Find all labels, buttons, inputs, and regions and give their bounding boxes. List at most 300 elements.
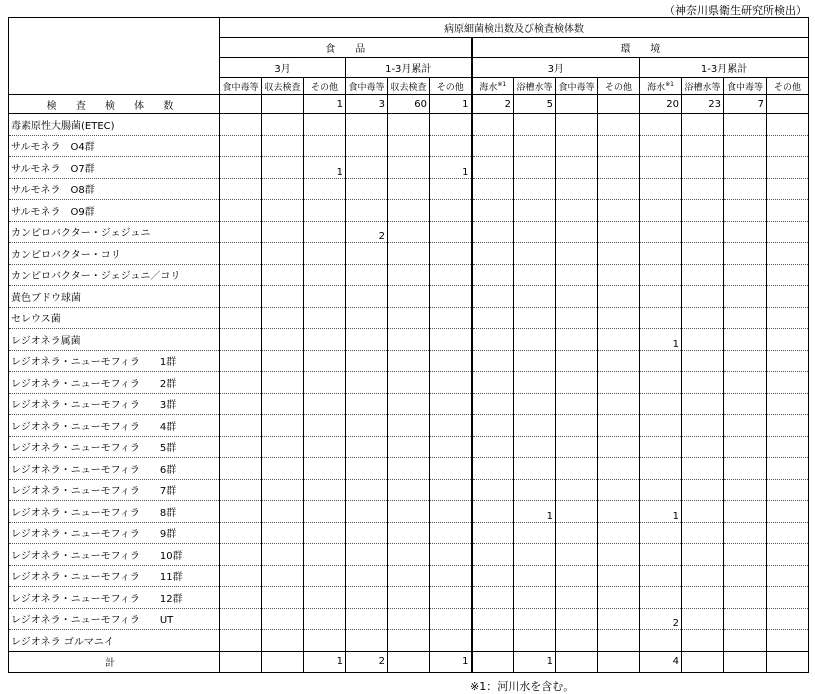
value-cell xyxy=(682,178,724,200)
value-cell xyxy=(430,221,472,243)
value-cell xyxy=(724,286,767,308)
value-cell xyxy=(724,307,767,329)
value-cell xyxy=(304,329,346,351)
value-cell xyxy=(472,135,514,157)
value-cell xyxy=(430,243,472,265)
row-label: 毒素原性大腸菌(ETEC) xyxy=(9,114,220,136)
value-cell xyxy=(388,329,430,351)
value-cell xyxy=(724,651,767,672)
value-cell: 7 xyxy=(724,95,767,114)
value-cell xyxy=(514,458,556,480)
value-cell xyxy=(388,221,430,243)
value-cell xyxy=(388,565,430,587)
value-cell xyxy=(262,458,304,480)
row-label: レジオネラ・ニューモフィラ 8群 xyxy=(9,501,220,523)
source-note: （神奈川県衛生研究所検出） xyxy=(664,4,807,17)
value-cell xyxy=(472,221,514,243)
column-header-label: 食中毒等 xyxy=(348,82,385,93)
value-cell xyxy=(220,243,262,265)
value-cell xyxy=(724,264,767,286)
value-cell xyxy=(598,221,640,243)
value-cell xyxy=(640,522,682,544)
value-cell xyxy=(472,350,514,372)
value-cell xyxy=(346,501,388,523)
value-cell xyxy=(682,544,724,566)
value-cell xyxy=(640,415,682,437)
filler-cell xyxy=(767,329,809,351)
value-cell xyxy=(640,458,682,480)
value-cell xyxy=(262,135,304,157)
value-cell xyxy=(514,479,556,501)
value-cell xyxy=(430,415,472,437)
value-cell xyxy=(598,651,640,672)
value-cell xyxy=(724,329,767,351)
value-cell xyxy=(514,608,556,630)
value-cell xyxy=(262,393,304,415)
value-cell xyxy=(346,436,388,458)
value-cell xyxy=(556,565,598,587)
value-cell xyxy=(430,200,472,222)
value-cell xyxy=(472,264,514,286)
value-cell xyxy=(472,565,514,587)
row-label: レジオネラ・ニューモフィラ 6群 xyxy=(9,458,220,480)
table-row xyxy=(9,114,809,136)
value-cell xyxy=(220,264,262,286)
row-label: 黄色ブドウ球菌 xyxy=(9,286,220,308)
value-cell xyxy=(640,264,682,286)
value-cell xyxy=(262,329,304,351)
filler-cell xyxy=(767,608,809,630)
value-cell: 3 xyxy=(346,95,388,114)
value-cell xyxy=(346,178,388,200)
table-row xyxy=(9,243,809,265)
filler-cell xyxy=(767,587,809,609)
row-label: サルモネラ O7群 xyxy=(9,157,220,179)
row-label: レジオネラ・ニューモフィラ 9群 xyxy=(9,522,220,544)
value-cell xyxy=(598,114,640,136)
value-cell xyxy=(388,608,430,630)
value-cell xyxy=(682,608,724,630)
value-cell xyxy=(556,587,598,609)
value-cell xyxy=(220,630,262,652)
footnote-mark: ※1 xyxy=(497,80,507,88)
value-cell xyxy=(388,544,430,566)
value-cell xyxy=(430,608,472,630)
value-cell xyxy=(472,178,514,200)
value-cell xyxy=(388,200,430,222)
value-cell xyxy=(598,522,640,544)
value-cell xyxy=(556,372,598,394)
column-header xyxy=(640,78,682,95)
value-cell xyxy=(514,372,556,394)
value-cell xyxy=(346,243,388,265)
value-cell xyxy=(640,544,682,566)
table-row xyxy=(9,544,809,566)
value-cell xyxy=(388,436,430,458)
column-header-label: その他 xyxy=(604,82,632,93)
filler-cell xyxy=(767,372,809,394)
value-cell xyxy=(472,608,514,630)
value-cell xyxy=(304,501,346,523)
value-cell: 2 xyxy=(640,608,682,630)
total-row xyxy=(9,651,809,672)
value-cell xyxy=(724,436,767,458)
value-cell xyxy=(724,630,767,652)
value-cell xyxy=(682,565,724,587)
value-cell xyxy=(556,264,598,286)
value-cell xyxy=(220,458,262,480)
value-cell xyxy=(724,458,767,480)
value-cell xyxy=(724,372,767,394)
value-cell xyxy=(682,200,724,222)
value-cell xyxy=(724,565,767,587)
value-cell xyxy=(304,264,346,286)
value-cell xyxy=(388,415,430,437)
value-cell xyxy=(262,522,304,544)
value-cell xyxy=(640,286,682,308)
value-cell xyxy=(724,135,767,157)
value-cell xyxy=(430,307,472,329)
filler-cell xyxy=(767,350,809,372)
filler-cell xyxy=(767,630,809,652)
value-cell xyxy=(682,286,724,308)
value-cell xyxy=(598,95,640,114)
value-cell xyxy=(556,95,598,114)
value-cell xyxy=(682,436,724,458)
value-cell xyxy=(640,587,682,609)
value-cell xyxy=(346,200,388,222)
column-header-label: 海水 xyxy=(647,82,666,93)
value-cell xyxy=(598,329,640,351)
value-cell xyxy=(472,329,514,351)
value-cell xyxy=(514,329,556,351)
value-cell xyxy=(556,135,598,157)
value-cell xyxy=(346,157,388,179)
filler-cell xyxy=(767,393,809,415)
value-cell xyxy=(388,479,430,501)
value-cell xyxy=(430,630,472,652)
value-cell xyxy=(388,372,430,394)
value-cell xyxy=(346,544,388,566)
value-cell xyxy=(430,350,472,372)
table-row xyxy=(9,522,809,544)
filler-cell xyxy=(767,436,809,458)
value-cell xyxy=(640,479,682,501)
value-cell xyxy=(598,565,640,587)
filler-cell xyxy=(767,479,809,501)
value-cell xyxy=(304,286,346,308)
env-month-header: 3月 xyxy=(472,58,640,78)
value-cell xyxy=(556,415,598,437)
value-cell xyxy=(262,436,304,458)
column-header xyxy=(346,78,388,95)
value-cell xyxy=(556,458,598,480)
value-cell xyxy=(472,436,514,458)
value-cell xyxy=(304,200,346,222)
value-cell xyxy=(682,522,724,544)
value-cell xyxy=(472,286,514,308)
value-cell xyxy=(724,350,767,372)
value-cell xyxy=(598,630,640,652)
value-cell xyxy=(682,157,724,179)
value-cell xyxy=(724,544,767,566)
value-cell xyxy=(220,307,262,329)
value-cell xyxy=(556,544,598,566)
value-cell: 1 xyxy=(640,501,682,523)
value-cell xyxy=(430,458,472,480)
food-month-header: 3月 xyxy=(220,58,346,78)
value-cell xyxy=(472,522,514,544)
value-cell xyxy=(304,436,346,458)
row-label: レジオネラ ゴルマニイ xyxy=(9,630,220,652)
footnote-mark: ※1 xyxy=(665,80,674,88)
value-cell xyxy=(682,630,724,652)
value-cell xyxy=(598,415,640,437)
column-header xyxy=(304,78,346,95)
value-cell xyxy=(556,157,598,179)
value-cell xyxy=(304,350,346,372)
column-header-label: その他 xyxy=(310,82,338,93)
bacteria-detection-table xyxy=(8,17,809,673)
value-cell xyxy=(220,651,262,672)
value-cell xyxy=(682,221,724,243)
value-cell xyxy=(304,135,346,157)
row-label: レジオネラ・ニューモフィラ 7群 xyxy=(9,479,220,501)
value-cell xyxy=(220,608,262,630)
column-header-label: その他 xyxy=(436,82,464,93)
value-cell xyxy=(220,286,262,308)
value-cell xyxy=(598,587,640,609)
column-header-label: 海水 xyxy=(479,82,498,93)
value-cell xyxy=(220,135,262,157)
value-cell xyxy=(220,95,262,114)
value-cell xyxy=(598,307,640,329)
value-cell xyxy=(472,630,514,652)
value-cell xyxy=(262,114,304,136)
value-cell xyxy=(598,372,640,394)
value-cell xyxy=(514,200,556,222)
value-cell xyxy=(514,243,556,265)
value-cell xyxy=(262,350,304,372)
value-cell xyxy=(262,651,304,672)
value-cell xyxy=(556,350,598,372)
row-label: 計 xyxy=(9,651,220,672)
value-cell xyxy=(388,114,430,136)
filler-cell xyxy=(767,221,809,243)
value-cell xyxy=(682,651,724,672)
value-cell xyxy=(346,565,388,587)
value-cell xyxy=(682,350,724,372)
value-cell xyxy=(682,114,724,136)
value-cell: 1 xyxy=(430,95,472,114)
row-label: レジオネラ・ニューモフィラ UT xyxy=(9,608,220,630)
value-cell xyxy=(640,135,682,157)
row-label: レジオネラ・ニューモフィラ 1群 xyxy=(9,350,220,372)
column-header-label: 収去検査 xyxy=(390,82,427,93)
value-cell xyxy=(472,200,514,222)
value-cell xyxy=(682,307,724,329)
value-cell xyxy=(430,114,472,136)
value-cell xyxy=(556,329,598,351)
filler-cell xyxy=(767,651,809,672)
value-cell xyxy=(304,479,346,501)
value-cell xyxy=(514,415,556,437)
filler-cell xyxy=(767,415,809,437)
value-cell xyxy=(388,243,430,265)
value-cell xyxy=(682,135,724,157)
value-cell xyxy=(262,157,304,179)
value-cell xyxy=(556,221,598,243)
value-cell xyxy=(220,501,262,523)
value-cell xyxy=(556,501,598,523)
value-cell xyxy=(388,307,430,329)
value-cell: 1 xyxy=(514,501,556,523)
value-cell xyxy=(346,458,388,480)
value-cell xyxy=(346,630,388,652)
value-cell xyxy=(346,350,388,372)
value-cell: 2 xyxy=(472,95,514,114)
filler-cell xyxy=(767,178,809,200)
column-header-label: 食中毒等 xyxy=(726,82,763,93)
value-cell xyxy=(682,501,724,523)
value-cell: 1 xyxy=(304,651,346,672)
value-cell xyxy=(514,587,556,609)
value-cell xyxy=(682,587,724,609)
value-cell xyxy=(430,393,472,415)
value-cell xyxy=(724,522,767,544)
value-cell xyxy=(388,350,430,372)
value-cell xyxy=(514,565,556,587)
value-cell xyxy=(724,157,767,179)
value-cell xyxy=(640,630,682,652)
column-header-label: 食中毒等 xyxy=(558,82,595,93)
table-row xyxy=(9,135,809,157)
value-cell xyxy=(220,587,262,609)
column-header xyxy=(220,78,262,95)
value-cell xyxy=(724,178,767,200)
value-cell xyxy=(220,415,262,437)
value-cell xyxy=(682,415,724,437)
value-cell xyxy=(682,243,724,265)
value-cell xyxy=(430,479,472,501)
value-cell xyxy=(514,544,556,566)
value-cell xyxy=(640,393,682,415)
column-header xyxy=(472,78,514,95)
value-cell xyxy=(598,286,640,308)
value-cell xyxy=(598,157,640,179)
value-cell xyxy=(724,587,767,609)
value-cell xyxy=(556,243,598,265)
value-cell xyxy=(640,200,682,222)
value-cell xyxy=(514,436,556,458)
table-row xyxy=(9,264,809,286)
value-cell xyxy=(388,630,430,652)
column-header xyxy=(767,78,809,95)
value-cell xyxy=(304,522,346,544)
value-cell xyxy=(640,178,682,200)
value-cell xyxy=(598,200,640,222)
value-cell xyxy=(346,522,388,544)
value-cell xyxy=(346,264,388,286)
table-row xyxy=(9,307,809,329)
value-cell xyxy=(598,458,640,480)
table-row xyxy=(9,393,809,415)
table-row xyxy=(9,501,809,523)
value-cell xyxy=(262,307,304,329)
value-cell xyxy=(346,114,388,136)
value-cell xyxy=(682,329,724,351)
value-cell xyxy=(556,114,598,136)
column-header-label: 食中毒等 xyxy=(222,82,259,93)
value-cell xyxy=(346,587,388,609)
value-cell xyxy=(220,372,262,394)
value-cell xyxy=(220,329,262,351)
value-cell xyxy=(388,393,430,415)
value-cell xyxy=(556,286,598,308)
value-cell xyxy=(346,608,388,630)
value-cell xyxy=(472,114,514,136)
row-label: レジオネラ属菌 xyxy=(9,329,220,351)
value-cell xyxy=(430,264,472,286)
value-cell xyxy=(556,608,598,630)
value-cell xyxy=(514,350,556,372)
value-cell xyxy=(556,630,598,652)
column-header xyxy=(388,78,430,95)
value-cell: 1 xyxy=(304,157,346,179)
value-cell xyxy=(598,178,640,200)
value-cell xyxy=(304,178,346,200)
value-cell xyxy=(472,372,514,394)
value-cell xyxy=(724,393,767,415)
value-cell xyxy=(724,221,767,243)
value-cell xyxy=(682,264,724,286)
value-cell xyxy=(598,436,640,458)
value-cell xyxy=(556,393,598,415)
value-cell xyxy=(514,522,556,544)
value-cell xyxy=(556,436,598,458)
table-row xyxy=(9,436,809,458)
corner-cell xyxy=(9,18,220,95)
value-cell xyxy=(304,221,346,243)
value-cell: 4 xyxy=(640,651,682,672)
value-cell xyxy=(598,393,640,415)
value-cell xyxy=(514,157,556,179)
value-cell xyxy=(304,565,346,587)
value-cell xyxy=(346,415,388,437)
row-label: レジオネラ・ニューモフィラ 3群 xyxy=(9,393,220,415)
value-cell xyxy=(388,587,430,609)
value-cell xyxy=(262,587,304,609)
value-cell xyxy=(724,114,767,136)
value-cell xyxy=(262,221,304,243)
row-label: レジオネラ・ニューモフィラ 10群 xyxy=(9,544,220,566)
row-label: サルモネラ O8群 xyxy=(9,178,220,200)
filler-cell xyxy=(767,286,809,308)
row-label: 検 査 検 体 数 xyxy=(9,95,220,114)
value-cell: 2 xyxy=(346,221,388,243)
row-label: セレウス菌 xyxy=(9,307,220,329)
column-header xyxy=(262,78,304,95)
filler-cell xyxy=(767,501,809,523)
value-cell xyxy=(262,608,304,630)
value-cell xyxy=(724,415,767,437)
value-cell xyxy=(598,479,640,501)
value-cell xyxy=(556,200,598,222)
filler-cell xyxy=(767,565,809,587)
value-cell xyxy=(514,393,556,415)
row-label: サルモネラ O9群 xyxy=(9,200,220,222)
value-cell xyxy=(640,243,682,265)
